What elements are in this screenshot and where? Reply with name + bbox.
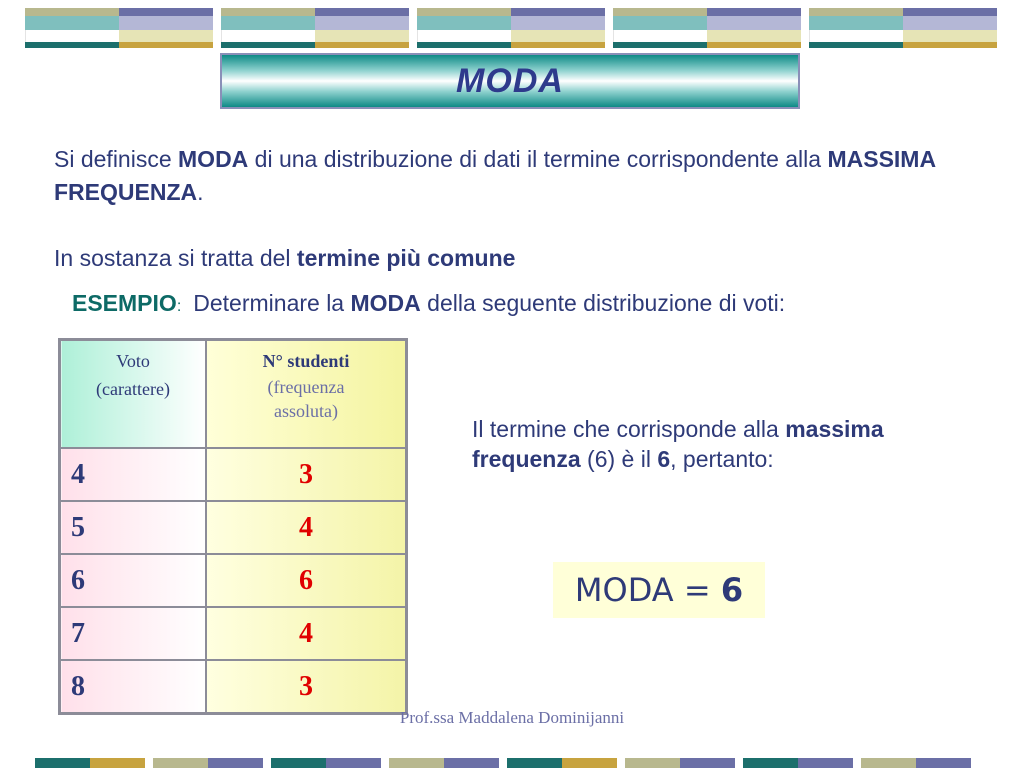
studenti-cell: 4 <box>206 607 407 660</box>
header-voto-label: Voto <box>116 351 150 371</box>
table-header-row <box>60 340 407 449</box>
bottom-decoration <box>35 758 1024 768</box>
decor-strip <box>389 758 499 768</box>
decor-strip <box>35 758 145 768</box>
decor-tile <box>221 8 409 48</box>
voto-cell: 8 <box>60 660 207 714</box>
studenti-cell: 3 <box>206 448 407 501</box>
example-term: MODA <box>350 290 421 316</box>
decor-tile <box>809 8 997 48</box>
table-row <box>60 501 407 554</box>
decor-tile <box>417 8 605 48</box>
header-voto-sublabel: (carattere) <box>96 379 170 399</box>
explanation-term: massima frequenza <box>472 416 884 472</box>
result-box <box>553 562 765 618</box>
header-voto <box>60 340 207 449</box>
definition-text: . <box>197 179 204 205</box>
summary-paragraph <box>54 245 515 272</box>
decor-strip <box>507 758 617 768</box>
example-text: della seguente distribuzione di voti: <box>420 290 786 316</box>
header-studenti-label: N° studenti <box>262 351 350 371</box>
definition-text: Si definisce <box>54 146 179 172</box>
page-title: MODA <box>456 61 564 100</box>
header-studenti-sublabel: (frequenza assoluta) <box>267 377 345 421</box>
title-banner <box>220 53 800 109</box>
decor-strip <box>743 758 853 768</box>
voto-cell: 5 <box>60 501 207 554</box>
studenti-cell: 4 <box>206 501 407 554</box>
voto-cell: 4 <box>60 448 207 501</box>
table-row <box>60 607 407 660</box>
definition-paragraph <box>54 143 984 209</box>
definition-text: di una distribuzione di dati il termine corrispondente alla <box>248 146 828 172</box>
explanation-text: , pertanto: <box>670 446 774 472</box>
voto-cell: 7 <box>60 607 207 660</box>
explanation-value: 6 <box>657 446 671 472</box>
decor-strip <box>271 758 381 768</box>
example-text: Determinare la <box>193 290 351 316</box>
studenti-cell: 3 <box>206 660 407 714</box>
table-row <box>60 448 407 501</box>
result-label: MODA = <box>574 571 721 609</box>
explanation-text: (6) è il <box>580 446 658 472</box>
explanation-paragraph <box>472 414 892 474</box>
summary-term: termine più comune <box>296 245 516 271</box>
result-value: 6 <box>720 571 744 609</box>
table-row <box>60 554 407 607</box>
table-row <box>60 660 407 714</box>
definition-term: MASSIMA FREQUENZA <box>54 146 936 205</box>
decor-strip <box>153 758 263 768</box>
summary-text: In sostanza si tratta del <box>54 245 297 271</box>
decor-tile <box>25 8 213 48</box>
decor-strip <box>625 758 735 768</box>
studenti-cell: 6 <box>206 554 407 607</box>
top-decoration <box>25 8 1000 48</box>
voto-cell: 6 <box>60 554 207 607</box>
decor-strip <box>861 758 971 768</box>
example-label: ESEMPIO <box>72 290 177 316</box>
header-studenti <box>206 340 407 449</box>
example-paragraph <box>72 290 785 317</box>
definition-term: MODA <box>178 146 249 172</box>
example-colon: : <box>176 298 182 315</box>
explanation-text: Il termine che corrisponde alla <box>472 416 786 442</box>
frequency-table <box>58 338 408 715</box>
decor-tile <box>613 8 801 48</box>
footer-author: Prof.ssa Maddalena Dominijanni <box>399 708 625 727</box>
